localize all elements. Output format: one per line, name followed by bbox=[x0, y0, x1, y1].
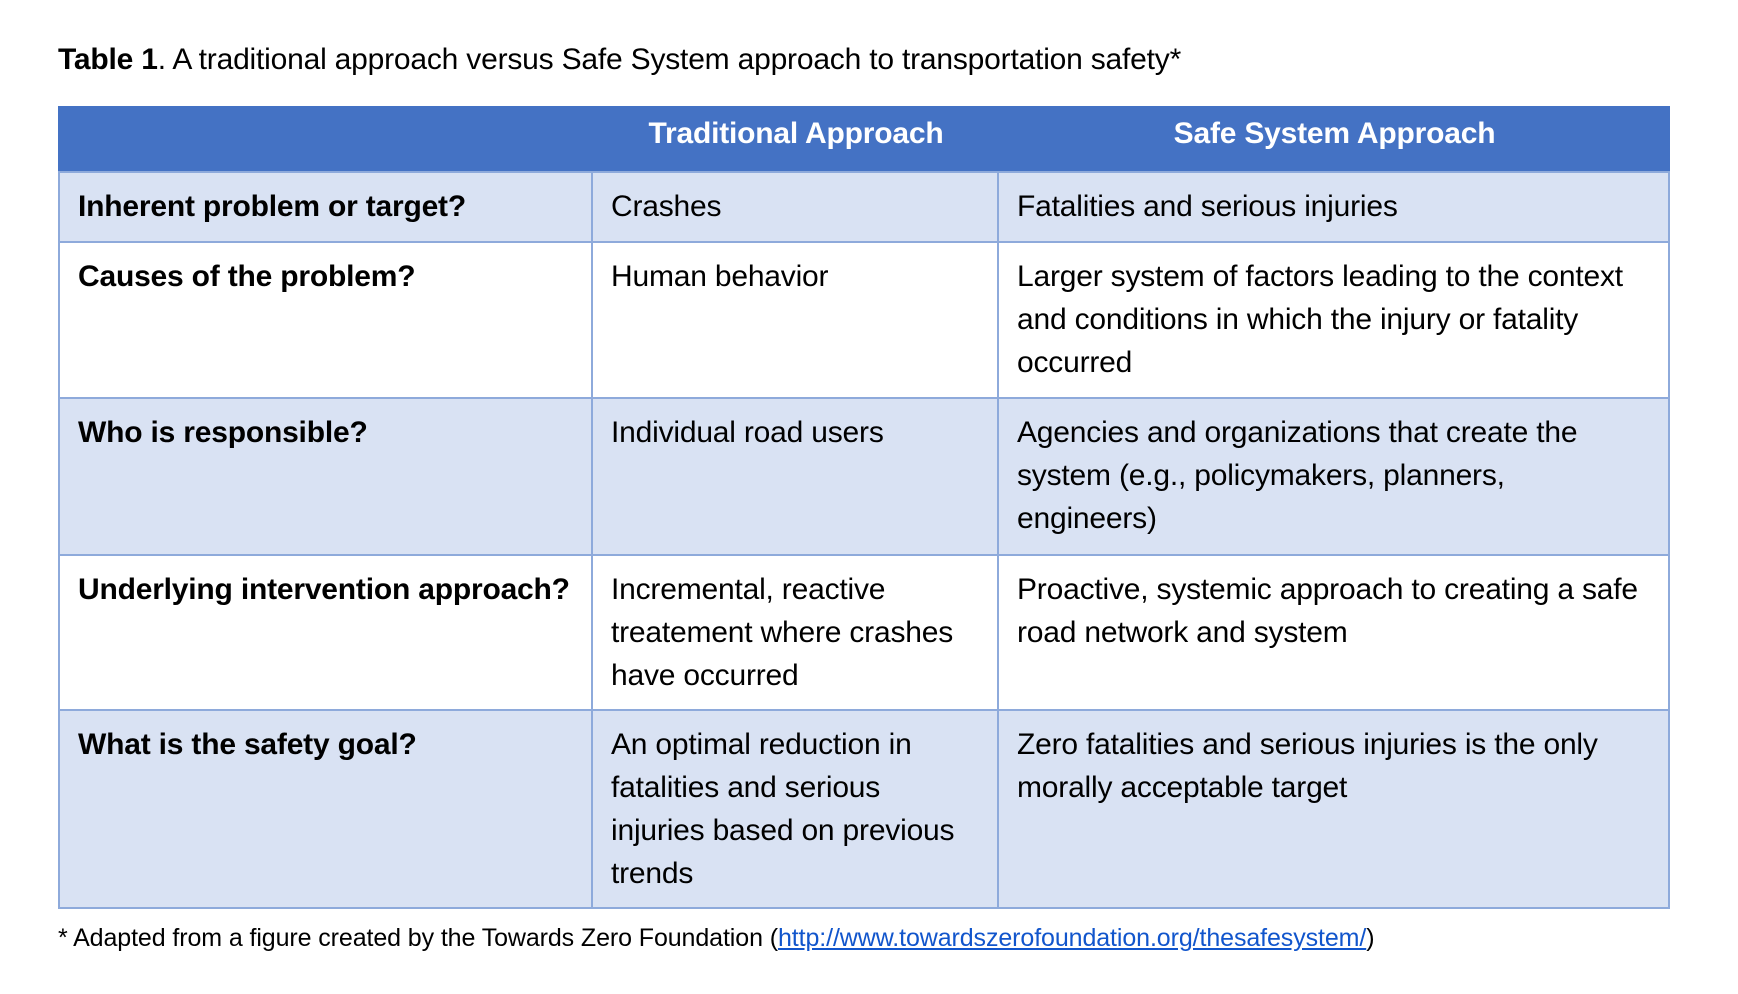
table-caption bbox=[58, 38, 1181, 82]
row-safe-system: Fatalities and serious injuries bbox=[998, 172, 1669, 242]
row-traditional: Human behavior bbox=[592, 242, 998, 398]
table-row bbox=[59, 172, 1669, 242]
row-safe-system: Larger system of factors leading to the context and conditions in which the injury or fatality occurred bbox=[998, 242, 1669, 398]
footnote-suffix: ) bbox=[1366, 924, 1375, 952]
header-safe-system: Safe System Approach bbox=[998, 107, 1669, 172]
table-row bbox=[59, 398, 1669, 555]
row-traditional: Crashes bbox=[592, 172, 998, 242]
comparison-table bbox=[58, 106, 1670, 909]
caption-label: Table 1 bbox=[58, 43, 158, 76]
table-row bbox=[59, 242, 1669, 398]
row-question: Inherent problem or target? bbox=[59, 172, 592, 242]
footnote-prefix: * Adapted from a figure created by the Towards Zero Foundation ( bbox=[58, 924, 778, 952]
header-empty bbox=[59, 107, 592, 172]
row-question: Underlying intervention approach? bbox=[59, 555, 592, 710]
row-traditional: Incremental, reactive treatement where crashes have occurred bbox=[592, 555, 998, 710]
table-header-row bbox=[59, 107, 1669, 172]
row-question: What is the safety goal? bbox=[59, 710, 592, 908]
row-traditional: An optimal reduction in fatalities and serious injuries based on previous trends bbox=[592, 710, 998, 908]
row-traditional: Individual road users bbox=[592, 398, 998, 555]
footnote-link[interactable]: http://www.towardszerofoundation.org/thesafesystem/ bbox=[777, 924, 1367, 952]
row-safe-system: Agencies and organizations that create the system (e.g., policymakers, planners, engineers) bbox=[998, 398, 1669, 555]
caption-text: . A traditional approach versus Safe System approach to transportation safety* bbox=[157, 43, 1182, 76]
table-row bbox=[59, 555, 1669, 710]
header-traditional: Traditional Approach bbox=[592, 107, 998, 172]
row-safe-system: Zero fatalities and serious injuries is the only morally acceptable target bbox=[998, 710, 1669, 908]
row-question: Who is responsible? bbox=[59, 398, 592, 555]
footnote bbox=[58, 920, 1374, 956]
table-row bbox=[59, 710, 1669, 908]
row-question: Causes of the problem? bbox=[59, 242, 592, 398]
row-safe-system: Proactive, systemic approach to creating a safe road network and system bbox=[998, 555, 1669, 710]
